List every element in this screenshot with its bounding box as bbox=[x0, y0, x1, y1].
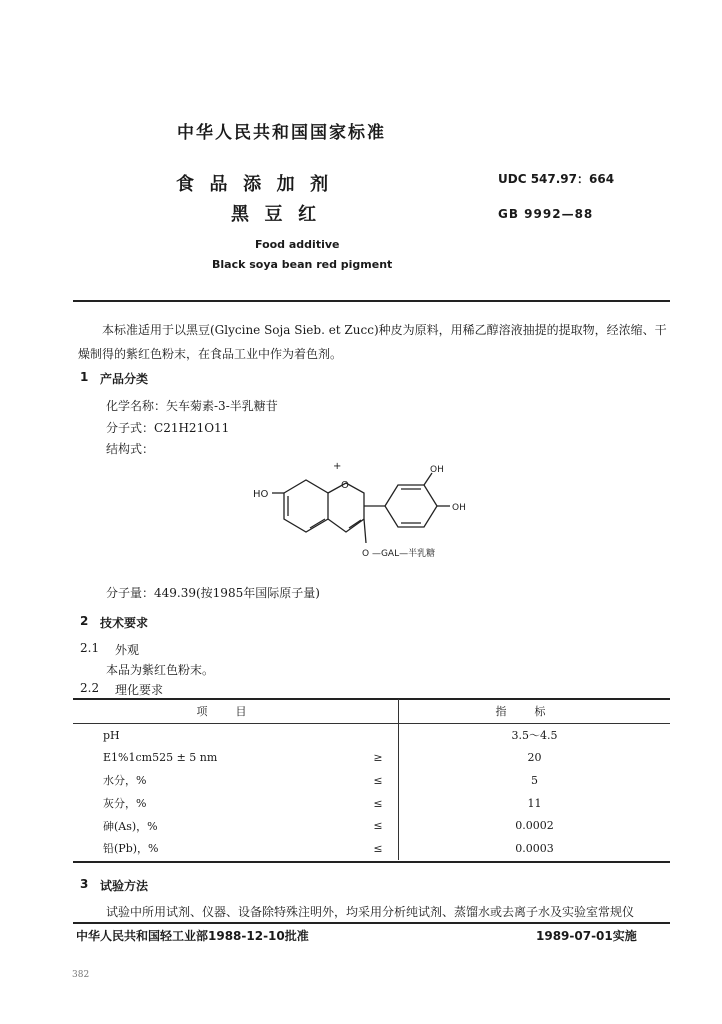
table-row bbox=[73, 724, 670, 747]
standard-title-line2: 黑 豆 红 bbox=[231, 204, 318, 225]
structure-label: 结构式： bbox=[106, 442, 155, 456]
positive-charge: + bbox=[333, 461, 342, 472]
english-title-line2: Black soya bean red pigment bbox=[212, 258, 393, 271]
section3-text: 试验中所用试剂、仪器、设备除特殊注明外，均采用分析纯试剂、蒸馏水或去离子水及实验室常规仪 bbox=[106, 905, 635, 919]
cyanidin-structure-diagram bbox=[250, 455, 480, 575]
row-item: 砷(As)，% bbox=[103, 819, 158, 833]
row-value: 11 bbox=[399, 792, 671, 815]
intro-paragraph: 本标准适用于以黑豆(Glycine Soja Sieb. et Zucc)种皮为原料，用稀乙醇溶液抽提的提取物，经浓缩、干燥制得的紫红色粉末，在食品工业中作为着色剂。 bbox=[78, 323, 667, 361]
column-header-value: 指标 bbox=[399, 699, 671, 724]
section2-1-number: 2.1 bbox=[80, 641, 100, 655]
oh-top-label: OH bbox=[430, 465, 444, 475]
page-number: 382 bbox=[72, 970, 90, 980]
row-operator: ≤ bbox=[373, 841, 383, 855]
row-value: 3.5～4.5 bbox=[399, 724, 671, 747]
row-value: 20 bbox=[399, 747, 671, 770]
approval-line: 中华人民共和国轻工业部1988-12-10批准 bbox=[76, 929, 309, 943]
section2-2-title: 理化要求 bbox=[115, 683, 164, 697]
section1-number: 1 bbox=[80, 370, 89, 384]
section2-title: 技术要求 bbox=[100, 616, 149, 630]
row-item: 灰分，% bbox=[103, 797, 147, 811]
section2-number: 2 bbox=[80, 614, 89, 628]
header-divider bbox=[73, 300, 670, 302]
english-title-line1: Food additive bbox=[255, 238, 340, 251]
row-item: 铅(Pb)，% bbox=[103, 842, 159, 856]
section3-number: 3 bbox=[80, 877, 89, 891]
table-row bbox=[73, 792, 670, 815]
standard-title-line1: 食 品 添 加 剂 bbox=[176, 174, 330, 195]
gb-code: GB 9992—88 bbox=[498, 207, 594, 221]
row-operator: ≤ bbox=[373, 819, 383, 833]
molecular-formula: 分子式：C21H21O11 bbox=[106, 421, 230, 435]
row-value: 5 bbox=[399, 769, 671, 792]
appearance-text: 本品为紫红色粉末。 bbox=[106, 663, 215, 677]
table-row bbox=[73, 747, 670, 770]
section1-title: 产品分类 bbox=[100, 372, 149, 386]
oh-right-label: OH bbox=[452, 503, 466, 513]
footer-rule bbox=[73, 922, 670, 924]
section2-1-title: 外观 bbox=[115, 643, 140, 657]
physicochemical-table bbox=[73, 699, 670, 860]
row-item: 水分，% bbox=[103, 774, 147, 788]
molecular-weight: 分子量：449.39(按1985年国际原子量) bbox=[106, 586, 320, 600]
row-value: 0.0002 bbox=[399, 814, 671, 837]
ho-group-label: HO bbox=[253, 489, 269, 500]
row-operator bbox=[358, 724, 399, 747]
section2-2-number: 2.2 bbox=[80, 681, 100, 695]
section3-title: 试验方法 bbox=[100, 879, 149, 893]
table-header-row bbox=[73, 699, 670, 724]
row-operator: ≥ bbox=[373, 751, 383, 765]
table-row bbox=[73, 837, 670, 860]
table-row bbox=[73, 814, 670, 837]
udc-code: UDC 547.97：664 bbox=[498, 172, 615, 186]
table-bottom-rule bbox=[73, 861, 670, 863]
row-operator: ≤ bbox=[373, 773, 383, 787]
table-row bbox=[73, 769, 670, 792]
row-item: pH bbox=[103, 728, 120, 742]
formula-value: C21H21O11 bbox=[154, 421, 230, 435]
implementation-date: 1989-07-01实施 bbox=[536, 929, 637, 943]
ring-oxygen-label: O bbox=[341, 480, 349, 491]
standard-org-title: 中华人民共和国国家标准 bbox=[177, 123, 386, 143]
row-item: E1%1cm525 ± 5 nm bbox=[103, 751, 218, 765]
row-operator: ≤ bbox=[373, 796, 383, 810]
chemical-name: 化学名称：矢车菊素-3-半乳糖苷 bbox=[106, 399, 278, 413]
galactose-group-label: O —GAL—半乳糖 bbox=[362, 549, 436, 559]
column-header-item: 项目 bbox=[73, 699, 399, 724]
row-value: 0.0003 bbox=[399, 837, 671, 860]
